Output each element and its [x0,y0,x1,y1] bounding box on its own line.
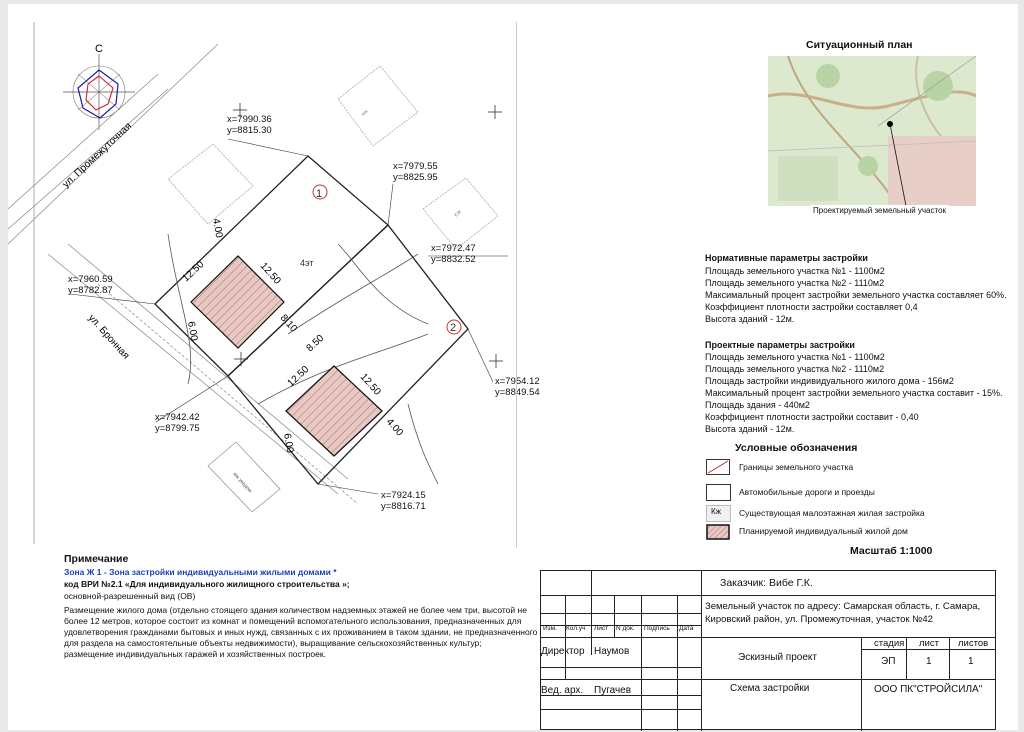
legend-item-boundary: Границы земельного участка [739,462,854,472]
dim-4: 6.00 [185,320,200,342]
coord-point-4: x=7960.59 y=8782.87 [68,274,113,296]
street-promezhutochnaya: ул. Промежуточная [60,120,134,191]
situation-map [768,56,976,206]
stamp-drawing-name: Схема застройки [730,683,810,694]
street-bronnaya: ул. Бронная [85,312,132,362]
stamp-col-podpis: Подпись [644,625,670,632]
stamp-sheet-hdr: лист [919,638,939,649]
stamp-col-data: Дата [679,625,694,632]
project-line: Площадь земельного участка №1 - 1100м2 [705,352,885,362]
scale-label: Масштаб 1:1000 [850,545,933,557]
stamp-customer: Заказчик: Вибе Г.К. [720,577,813,589]
note-body-5: размещение индивидуальных гаражей и хозяйственных построек. [64,649,326,659]
project-line: Коэффициент плотности застройки составит - 0,40 [705,412,919,422]
dim-1: 4.00 [210,217,225,239]
stamp-director-name: Наумов [594,646,630,657]
dim-9: 6.00 [281,432,296,454]
normative-line: Высота зданий - 12м. [705,314,795,324]
legend-house-icon [706,524,730,540]
legend-item-roads: Автомобильные дороги и проезды [739,487,875,497]
building-mzh-1: мж [360,108,370,118]
coord-point-1: x=7990.36 y=8815.30 [227,114,272,136]
stamp-ved-name: Пугачев [594,685,632,696]
situation-caption: Проектируемый земельный участок [810,205,949,216]
dim-3: 12.50 [257,260,283,287]
stamp-col-ndok: N док. [616,625,635,632]
building-kzh: КЖ [453,209,464,219]
note-code: код ВРИ №2.1 «Для индивидуального жилищного строительства »; [64,579,350,589]
plot-number-2: 2 [450,322,457,334]
stamp-stage-val: ЭП [881,656,896,667]
stamp-col-list: Лист [594,625,609,632]
note-body-1: Размещение жилого дома (отдельно стоящего здания количеством надземных этажей не более чем три, высотой не [64,605,527,615]
project-line: Площадь здания - 440м2 [705,400,810,410]
stamp-stage-hdr: стадия [874,638,905,649]
stamp-address-1: Земельный участок по адресу: Самарская область, г. Самара, [705,601,981,612]
normative-line: Площадь земельного участка №2 - 1110м2 [705,278,885,288]
dim-10: 4.00 [383,416,405,439]
note-body-4: для раздела на самостоятельные объекты недвижимости), выращивание сельскохозяйственных культур; [64,638,482,648]
legend-item-house: Планируемой индивидуальный жилой дом [739,526,908,536]
situation-title: Ситуационный план [806,39,913,51]
project-line: Максимальный процент застройки земельного участка составит - 15%. [705,388,1003,398]
legend-roads-icon [706,484,731,501]
project-title: Проектные параметры застройки [705,340,855,350]
dim-2: 12.50 [180,259,207,285]
drawing-sheet [8,4,1018,730]
normative-line: Максимальный процент застройки земельного участка составляет 60%. [705,290,1007,300]
stamp-company: ООО ПК"СТРОЙСИЛА" [874,684,983,695]
stamp-col-izm: Изм. [543,625,557,632]
stamp-director-label: Директор [541,646,585,657]
legend-boundary-icon [706,459,730,475]
legend-existing-icon: Кж [706,505,731,522]
note-title: Примечание [64,553,129,565]
coord-point-3: x=7972.47 y=8832.52 [431,243,476,265]
project-line: Высота зданий - 12м. [705,424,795,434]
north-label: С [95,43,103,55]
floors-label: 4эт [300,258,314,268]
dim-6: 8.50 [304,332,327,355]
normative-title: Нормативные параметры застройки [705,253,868,263]
note-body-3: удовлетворения гражданами бытовых и иных нужд, связанных с их проживанием в таком здании, не предназначенного [64,627,538,637]
dim-7: 12.50 [285,364,312,390]
coord-point-2: x=7979.55 y=8825.95 [393,161,438,183]
dim-8: 12.50 [357,371,383,398]
project-line: Площадь застройки индивидуального жилого дома - 156м2 [705,376,954,386]
coord-point-6: x=7942.42 y=8799.75 [155,412,200,434]
building-mzh-uvedom: мж уведом [231,471,253,494]
coord-point-7: x=7924.15 y=8816.71 [381,490,426,512]
legend-item-existing: Существующая малоэтажная жилая застройка [739,508,925,518]
note-kind: основной-разрешенный вид (ОВ) [64,591,196,601]
note-body-2: более 12 метров, которое состоит из комнат и помещений вспомогательного использования, предназначенных для [64,616,522,626]
dim-5: 8.10 [277,312,299,335]
note-zone: Зона Ж 1 - Зона застройки индивидуальными жилыми домами * [64,567,337,577]
page-fold [516,22,517,548]
stamp-col-koluch: Кол.уч [566,625,586,632]
stamp-sheets-val: 1 [968,656,974,667]
wind-rose-icon [63,54,135,130]
stamp-sheet-val: 1 [926,656,932,667]
stamp-address-2: Кировский район, ул. Промежуточная, участок №42 [705,614,933,625]
coord-point-5: x=7954.12 y=8849.54 [495,376,540,398]
stamp-sheets-hdr: листов [958,638,989,649]
legend-title: Условные обозначения [735,442,858,454]
plot-number-1: 1 [316,188,323,200]
stamp-project-type: Эскизный проект [738,652,817,663]
normative-line: Площадь земельного участка №1 - 1100м2 [705,266,885,276]
stamp-ved-label: Вед. арх. [541,685,584,696]
normative-line: Коэффициент плотности застройки составляет 0,4 [705,302,918,312]
project-line: Площадь земельного участка №2 - 1110м2 [705,364,885,374]
